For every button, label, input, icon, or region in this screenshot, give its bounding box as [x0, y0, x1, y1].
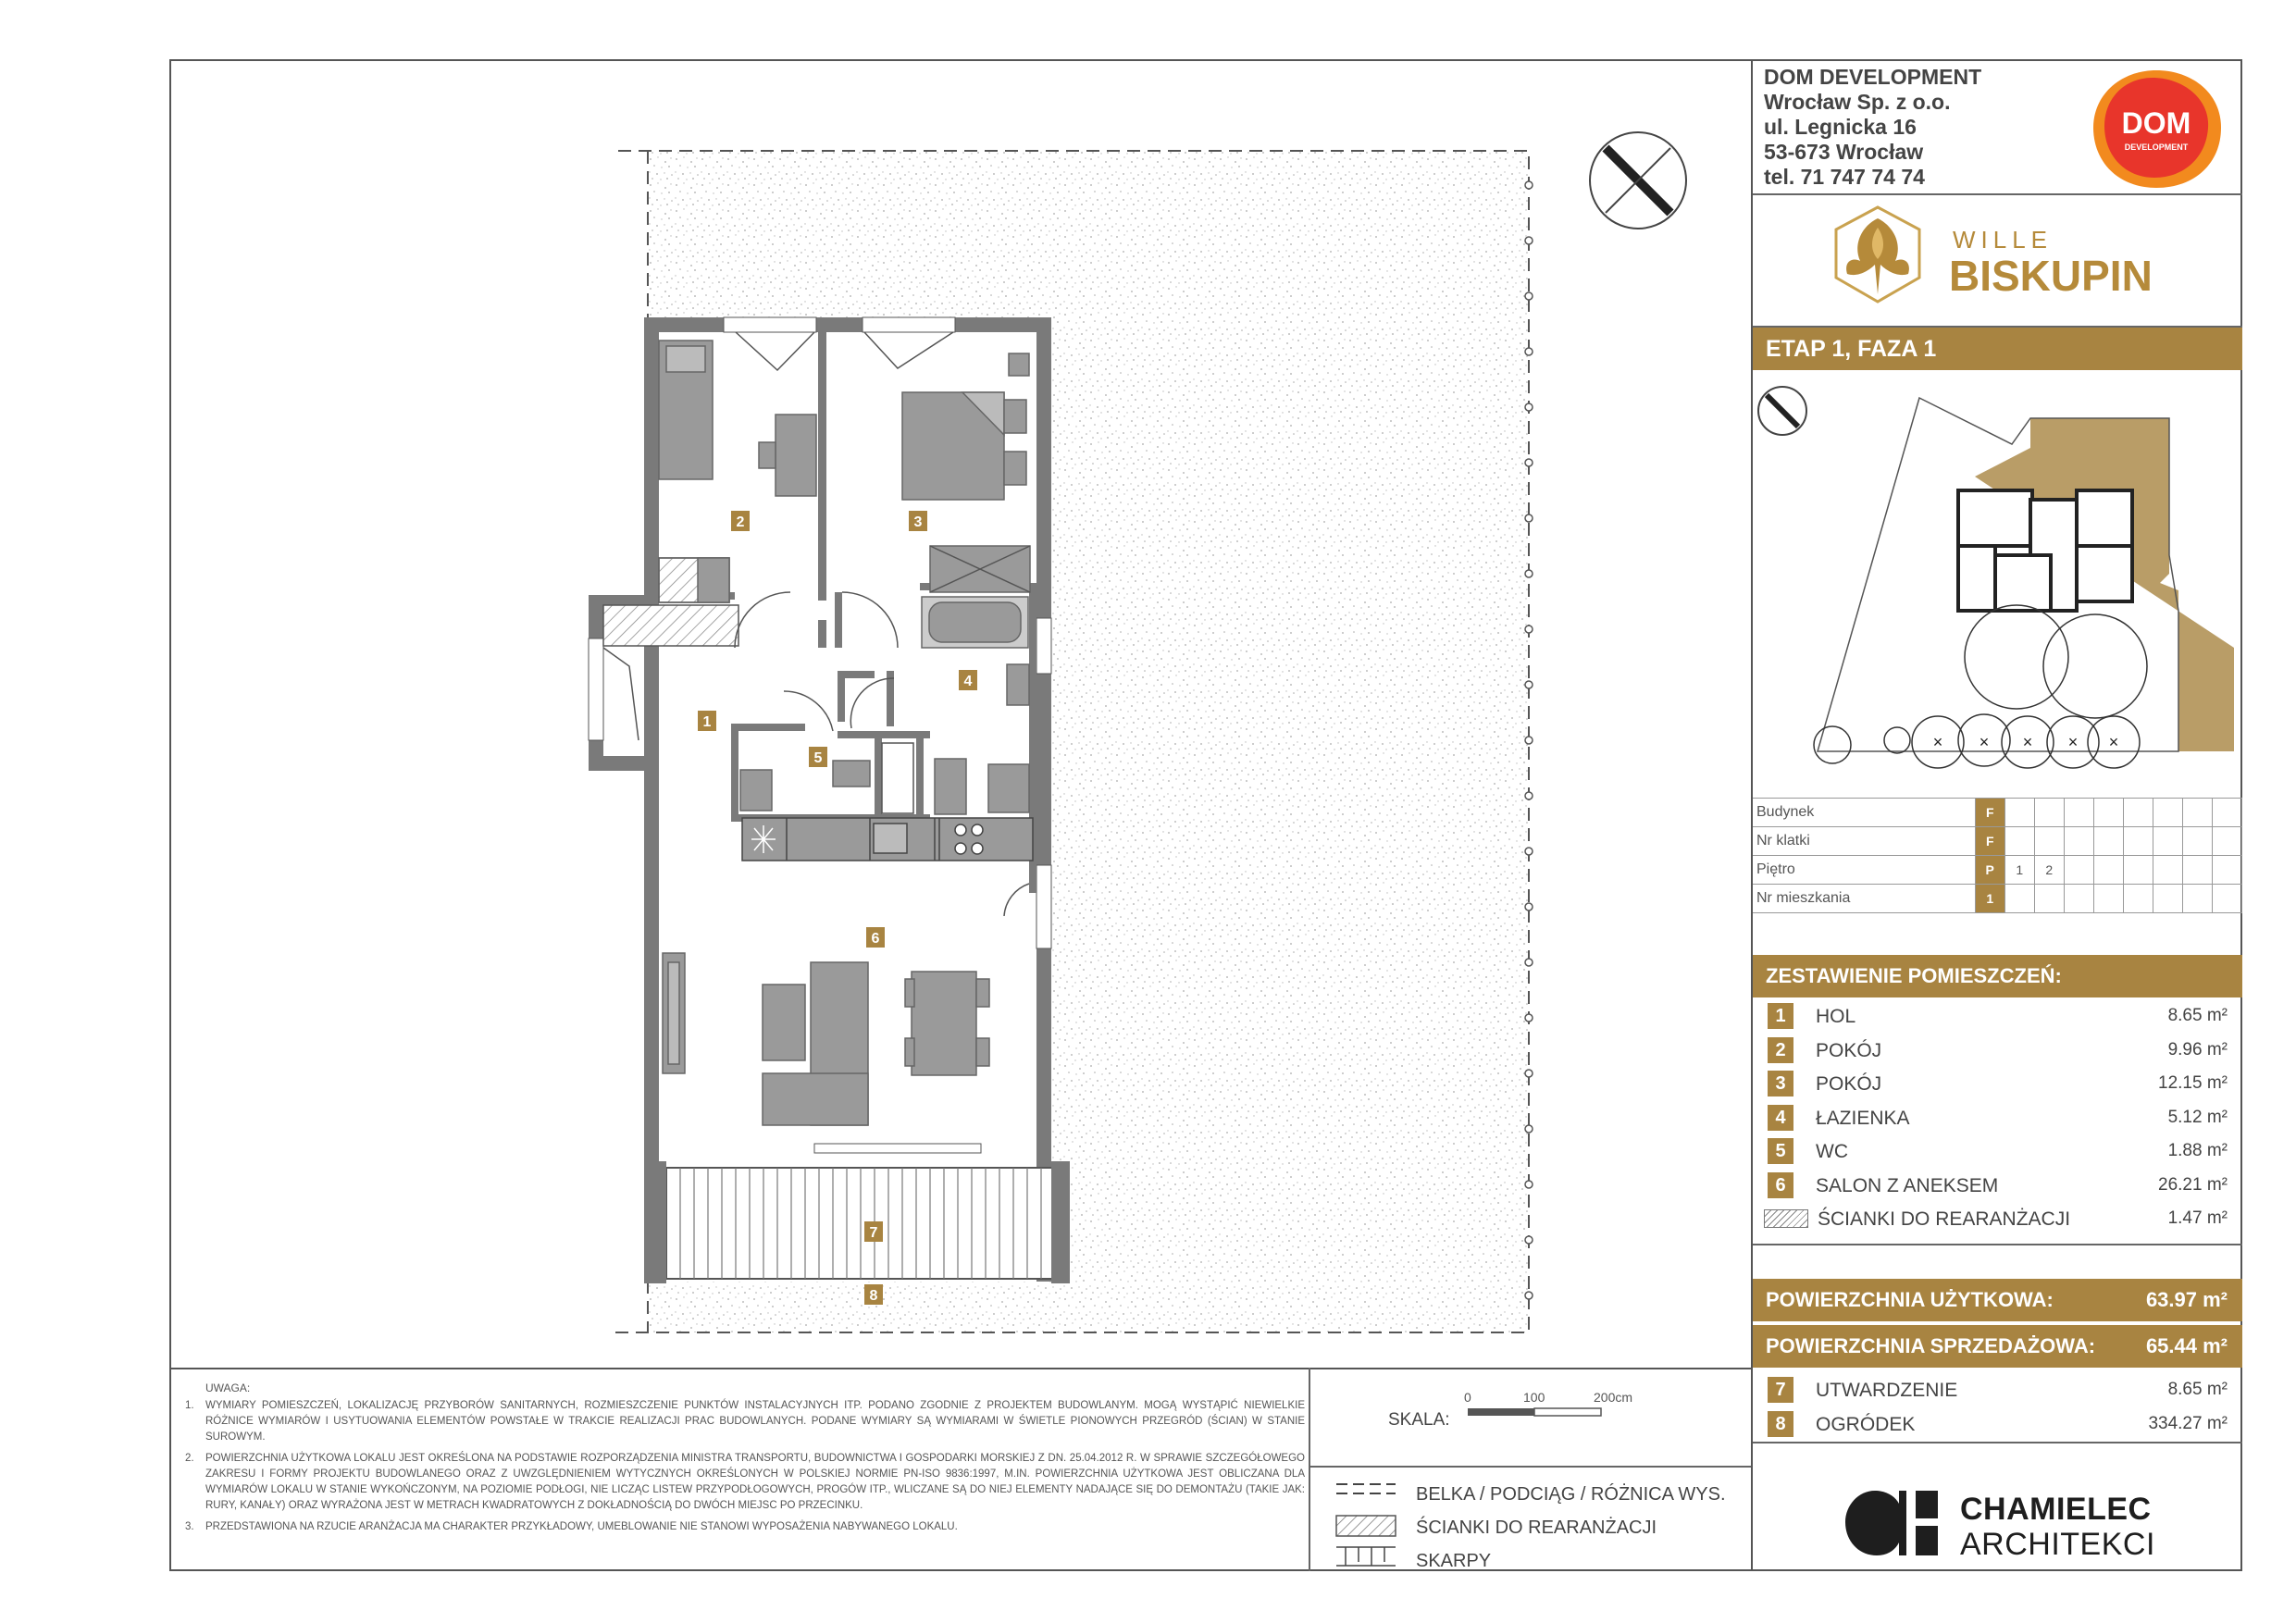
site-plan — [1753, 370, 2244, 796]
svg-text:×: × — [2108, 733, 2119, 751]
divider — [1753, 193, 2242, 195]
etap-title: ETAP 1, FAZA 1 — [1753, 328, 2242, 370]
note-item: 2. POWIERZCHNIA UŻYTKOWA LOKALU JEST OKREŚLONA NA PODSTAWIE ROZPORZĄDZENIA MINISTRA TRANSPORTU, BUDOWNICTWA I GOSPODARKI MORSKIEJ Z DN. 25.04.2012 R. W SPRAWIE SZCZEGÓŁOWEGO ZAKRESU I FORMY PROJEKTU BUDOWLANEGO ORAZ Z UWZGLĘDNIENIEM WYTYCZNYCH OKREŚLONYCH W POLSKIEJ NORMIE PN-ISO 9836:1997, M.IN. POWIERZCHNIA UŻYTKOWA JEST OBLICZANA DLA WYMIARÓW LOKALU W STANIE WYKOŃCZONYM, NA POZIOMIE PODŁOGI, NIE LICZĄC LISTEW PRZYPODŁOGOWYCH, PROGÓW ITP., WLICZANE SĄ DO NIEJ ELEMENTY NADAJĄCE SIĘ DO DEMONTAŻU (TAKIE JAK: RURY, KANAŁY) ORAZ WYRAŻONA JEST W METRACH KWADRATOWYCH Z DOKŁADNOŚCIĄ DO DWÓCH MIEJSC PO PRZECINKU. — [185, 1453, 1305, 1511]
svg-text:DEVELOPMENT: DEVELOPMENT — [2124, 142, 2189, 152]
room-list — [1753, 999, 2242, 1236]
pow-uzytkowa: POWIERZCHNIA UŻYTKOWA: 63.97 m² — [1753, 1279, 2242, 1321]
svg-text:×: × — [2022, 733, 2033, 751]
row-nr-klatki: Nr klatki F — [1753, 827, 2242, 856]
svg-text:WILLE: WILLE — [1953, 226, 2054, 254]
hatch-legend-icon — [1336, 1516, 1396, 1536]
architect-name: CHAMIELEC — [1960, 1492, 2152, 1527]
room-row: 5 WC 1.88 m² — [1753, 1134, 2242, 1169]
zestawienie-title: ZESTAWIENIE POMIESZCZEŃ: — [1753, 955, 2242, 997]
note-item: 3. PRZEDSTAWIONA NA RZUCIE ARANŻACJA MA CHARAKTER PRZYKŁADOWY, UMEBLOWANIE NIE STANOWI WYPOSAŻENIA NABYWANEGO LOKALU. — [185, 1521, 958, 1532]
legend-scianki: ŚCIANKI DO REARANŻACJI — [1416, 1518, 1657, 1538]
plan-label-5: 5 — [813, 750, 823, 766]
info-panel — [1751, 59, 2242, 1571]
floor-plan — [171, 61, 1751, 1368]
svg-text:BISKUPIN: BISKUPIN — [1949, 252, 2153, 300]
row-nr-mieszkania: Nr mieszkania 1 — [1753, 885, 2242, 913]
room-row-scianki: ŚCIANKI DO REARANŻACJI 1.47 m² — [1753, 1202, 2242, 1236]
svg-text:×: × — [1932, 733, 1943, 751]
scale-bar: 0 100 200cm — [1468, 1403, 1616, 1426]
room-row: 4 ŁAZIENKA 5.12 m² — [1753, 1101, 2242, 1135]
wille-biskupin-logo — [1827, 200, 2178, 322]
legend-skarpy: SKARPY — [1416, 1551, 1492, 1571]
extra-row: 7 UTWARDZENIE 8.65 m² — [1753, 1373, 2242, 1407]
plan-label-4: 4 — [963, 674, 973, 689]
north-arrow-icon — [1590, 132, 1686, 229]
svg-text:×: × — [1979, 733, 1990, 751]
scale-label: SKALA: — [1388, 1410, 1450, 1430]
plan-label-7: 7 — [869, 1225, 878, 1241]
plan-label-6: 6 — [871, 931, 880, 947]
pow-sprzedazowa: POWIERZCHNIA SPRZEDAŻOWA: 65.44 m² — [1753, 1325, 2242, 1368]
chamielec-logo-icon — [1842, 1487, 1953, 1561]
beam-dashed-icon — [1336, 1484, 1396, 1493]
plan-label-3: 3 — [913, 514, 923, 530]
svg-text:×: × — [2067, 733, 2079, 751]
room-row: 2 POKÓJ 9.96 m² — [1753, 1034, 2242, 1068]
bottom-divider — [169, 1368, 1751, 1369]
legend-symbols — [1333, 1477, 1407, 1569]
extras-list — [1753, 1373, 2242, 1441]
extra-row: 8 OGRÓDEK 334.27 m² — [1753, 1407, 2242, 1442]
room-row: 6 SALON Z ANEKSEM 26.21 m² — [1753, 1169, 2242, 1203]
note-item: 1. WYMIARY POMIESZCZEŃ, LOKALIZACJĘ PRZYBORÓW SANITARNYCH, ROZMIESZCZENIE PUNKTÓW INSTALACYJNYCH ITP. PODANO ZGODNIE Z PROJEKTEM BUDOWLANYM. MOGĄ WYSTĄPIĆ NIEWIELKIE RÓŻNICE WYMIARÓW I USYTUOWANIA ELEMENTÓW POWSTAŁE W TRAKCIE REALIZACJI PRAC BUDOWLANYCH. PODANE WYMIARY SĄ WYMIARAMI W ŚWIETLE PIONOWYCH PRZEGRÓD (ŚCIAN) W STANIE SUROWYM. — [185, 1400, 1305, 1443]
row-budynek: Budynek F — [1753, 799, 2242, 827]
architect-name-2: ARCHITEKCI — [1960, 1527, 2155, 1562]
room-row: 3 POKÓJ 12.15 m² — [1753, 1067, 2242, 1101]
legend-beam: BELKA / PODCIĄG / RÓŻNICA WYS. — [1416, 1484, 1726, 1505]
svg-text:DOM: DOM — [2121, 106, 2191, 140]
room-row: 1 HOL 8.65 m² — [1753, 999, 2242, 1034]
plan-label-8: 8 — [869, 1288, 878, 1304]
company-address: DOM DEVELOPMENT Wrocław Sp. z o.o. ul. Legnicka 16 53-673 Wrocław tel. 71 747 74 74 — [1764, 65, 1982, 189]
dom-development-logo — [2088, 67, 2225, 192]
plan-label-1: 1 — [702, 714, 712, 730]
slope-legend-icon — [1336, 1547, 1396, 1566]
unit-info-table — [1753, 798, 2242, 913]
plan-label-2: 2 — [736, 514, 745, 530]
row-pietro: Piętro P 1 2 — [1753, 856, 2242, 885]
notes: UWAGA: 1. WYMIARY POMIESZCZEŃ, LOKALIZACJĘ PRZYBORÓW SANITARNYCH, ROZMIESZCZENIE PUNKTÓW INSTALACYJNYCH ITP. PODANO ZGODNIE Z PROJEKTEM BUDOWLANYM. MOGĄ WYSTĄPIĆ NIEWIELKIE RÓŻNICE WYMIARÓW I USYTUOWANIA ELEMENTÓW POWSTAŁE W TRAKCIE REALIZACJI PRAC BUDOWLANYCH. PODANE WYMIARY SĄ WYMIARAMI W ŚWIETLE PIONOWYCH PRZEGRÓD (ŚCIAN) W STANIE SUROWYM. 2. POWIERZCHNIA UŻYTKOWA LOKALU JEST OKREŚLONA NA PODSTAWIE ROZPORZĄDZENIA MINISTRA TRANSPORTU, BUDOWNICTWA I GOSPODARKI MORSKIEJ Z DN. 25.04.2012 R. W SPRAWIE SZCZEGÓŁOWEGO ZAKRESU I FORMY PROJEKTU BUDOWLANEGO ORAZ Z UWZGLĘDNIENIEM WYTYCZNYCH OKREŚLONYCH W POLSKIEJ NORMIE PN-ISO 9836:1997, M.IN. POWIERZCHNIA UŻYTKOWA JEST OBLICZANA DLA WYMIARÓW LOKALU W STANIE WYKOŃCZONYM, NA POZIOMIE PODŁOGI, NIE LICZĄC LISTEW PRZYPODŁOGOWYCH, PROGÓW ITP., WLICZANE SĄ DO NIEJ ELEMENTY NADAJĄCE SIĘ DO DEMONTAŻU (TAKIE JAK: RURY, KANAŁY) ORAZ WYRAŻONA JEST W METRACH KWADRATOWYCH Z DOKŁADNOŚCIĄ DO DWÓCH MIEJSC PO PRZECINKU. 3. PRZEDSTAWIONA NA RZUCIE ARANŻACJA MA CHARAKTER PRZYKŁADOWY, UMEBLOWANIE NIE STANOWI WYPOSAŻENIA NABYWANEGO LOKALU. — [185, 1381, 1305, 1535]
hatch-swatch-icon — [1764, 1209, 1808, 1228]
